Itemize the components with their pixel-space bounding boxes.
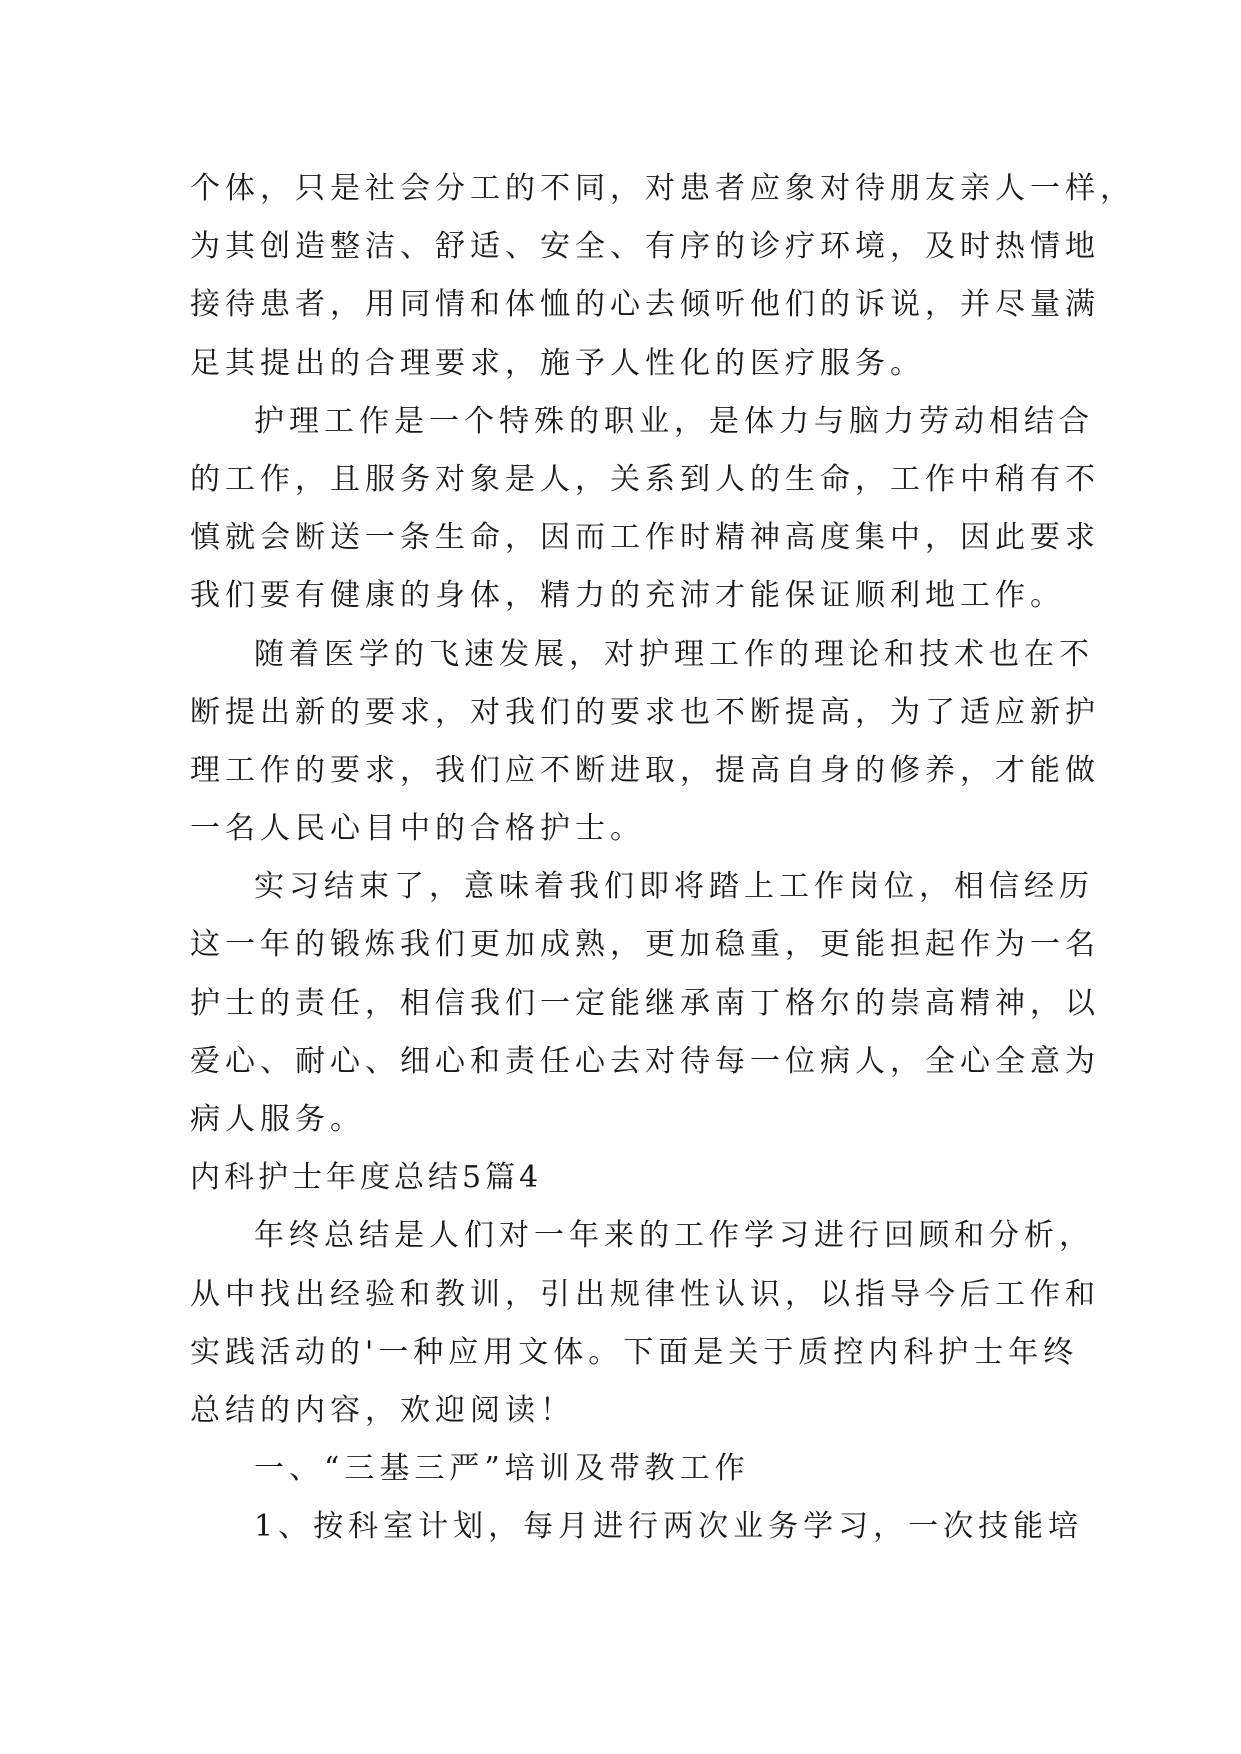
document-body	[190, 160, 1135, 1557]
paragraph-line: 我们要有健康的身体，精力的充沛才能保证顺利地工作。	[190, 578, 1065, 614]
paragraph-line: 理工作的要求，我们应不断进取，提高自身的修养，才能做	[190, 752, 1100, 788]
paragraph-line: 护理工作是一个特殊的职业，是体力与脑力劳动相结合	[254, 403, 1094, 439]
paragraph-line: 的工作，且服务对象是人，关系到人的生命，工作中稍有不	[190, 461, 1100, 497]
paragraph-line: 为其创造整洁、舒适、安全、有序的诊疗环境，及时热情地	[190, 229, 1100, 265]
paragraph-line: 1、按科室计划，每月进行两次业务学习，一次技能培	[254, 1509, 1084, 1545]
paragraph-line: 慎就会断送一条生命，因而工作时精神高度集中，因此要求	[190, 520, 1100, 556]
paragraph-line: 断提出新的要求，对我们的要求也不断提高，为了适应新护	[190, 694, 1100, 730]
paragraph-line: 个体，只是社会分工的不同，对患者应象对待朋友亲人一样，	[190, 171, 1135, 206]
paragraph-line: 这一年的锻炼我们更加成熟，更加稳重，更能担起作为一名	[190, 927, 1100, 963]
paragraph-line: 总结的内容，欢迎阅读！	[190, 1392, 575, 1428]
section-heading: 内科护士年度总结5篇4	[190, 1160, 543, 1196]
paragraph-line: 一名人民心目中的合格护士。	[190, 811, 645, 847]
subsection-heading: 一、“三基三严”培训及带教工作	[254, 1451, 750, 1487]
paragraph-line: 实践活动的'一种应用文体。下面是关于质控内科护士年终	[190, 1334, 1079, 1370]
paragraph-line: 实习结束了，意味着我们即将踏上工作岗位，相信经历	[254, 869, 1094, 905]
paragraph-line: 足其提出的合理要求，施予人性化的医疗服务。	[190, 345, 925, 381]
paragraph-line: 病人服务。	[190, 1102, 365, 1137]
paragraph-line: 爱心、耐心、细心和责任心去对待每一位病人，全心全意为	[190, 1043, 1100, 1079]
paragraph-line: 护士的责任，相信我们一定能继承南丁格尔的崇高精神，以	[190, 985, 1100, 1021]
paragraph-line: 年终总结是人们对一年来的工作学习进行回顾和分析，	[254, 1218, 1094, 1254]
paragraph-line: 随着医学的飞速发展，对护理工作的理论和技术也在不	[254, 636, 1094, 672]
paragraph-line: 从中找出经验和教训，引出规律性认识，以指导今后工作和	[190, 1276, 1100, 1312]
paragraph-line: 接待患者，用同情和体恤的心去倾听他们的诉说，并尽量满	[190, 287, 1100, 323]
